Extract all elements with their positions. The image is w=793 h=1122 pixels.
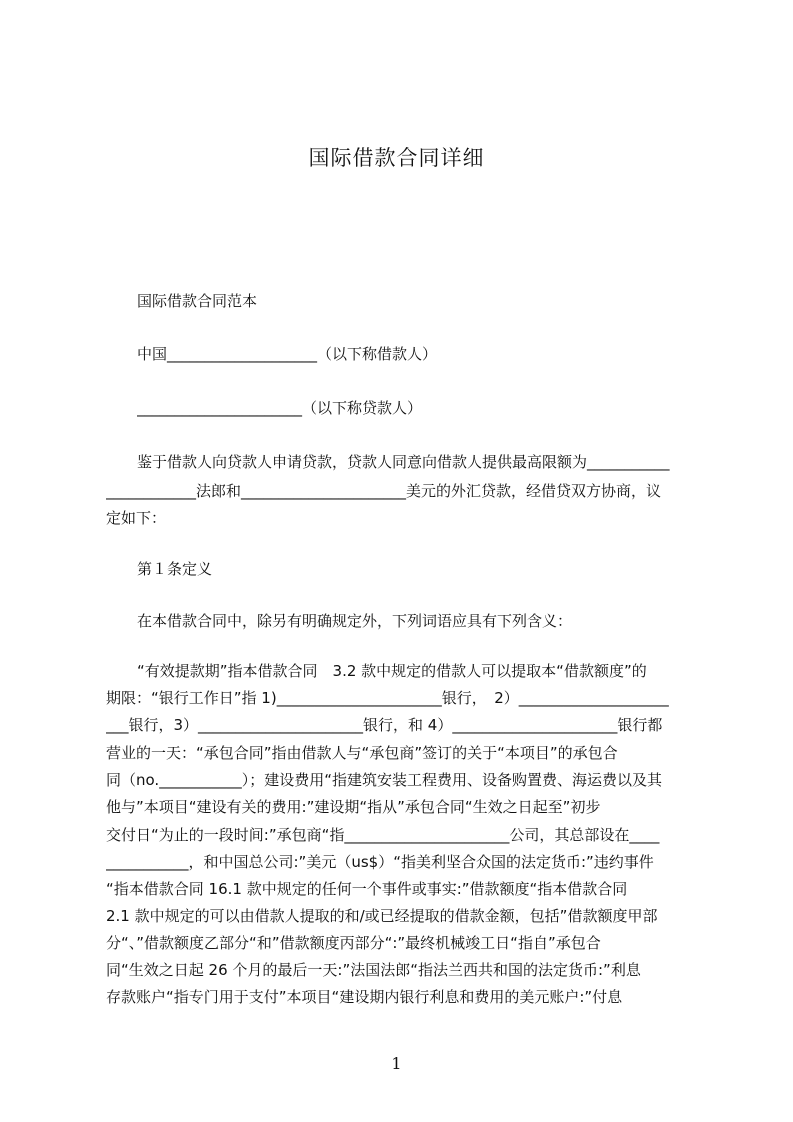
section-heading: 第１条定义	[137, 560, 213, 578]
paragraph-line: 鉴于借款人向贷款人申请贷款，贷款人同意向借款人提供最高限额为___________	[137, 453, 670, 471]
paragraph-line: 中国____________________（以下称借款人）	[137, 345, 438, 363]
paragraph-line: 定如下：	[106, 509, 167, 527]
paragraph-line: 在本借款合同中，除另有明确规定外，下列词语应具有下列含义：	[137, 612, 573, 630]
paragraph-line: 2.1 款中规定的可以由借款人提取的和/或已经提取的借款金额，包括”借款额度甲部	[106, 907, 658, 925]
page-number: 1	[391, 1054, 402, 1073]
paragraph-line: 同“生效之日起 26 个月的最后一天:”法国法郎“指法兰西共和国的法定货币:”利息	[106, 961, 641, 979]
paragraph-line: 期限：“银行工作日”指 1)______________________银行， 2）____________________	[106, 689, 669, 707]
paragraph-line: ___________，和中国总公司:”美元（us$）“指美利坚合众国的法定货币:”违约事件	[106, 853, 654, 871]
paragraph-line: 同（no.___________）；建设费用“指建筑安装工程费用、设备购置费、海运费以及其	[106, 771, 662, 789]
paragraph-line: ___银行，3）______________________银行，和 4）______________________银行都	[106, 716, 663, 734]
paragraph-line: 交付日“为止的一段时间:”承包商“指______________________公司，其总部设在____	[106, 826, 660, 844]
paragraph-line: 存款账户“指专门用于支付”本项目“建设期内银行利息和费用的美元账户:”付息	[106, 988, 623, 1006]
paragraph-line: ____________法郎和______________________美元的外汇贷款，经借贷双方协商，议	[106, 482, 662, 500]
paragraph-line: 他与”本项目“建设有关的费用:”建设期“指从”承包合同“生效之日起至”初步	[106, 798, 601, 816]
paragraph-line: ______________________（以下称贷款人）	[137, 399, 423, 417]
paragraph-line: 分“、”借款额度乙部分“和”借款额度丙部分“:”最终机械竣工日“指自”承包合	[106, 934, 601, 952]
paragraph-line: “有效提款期”指本借款合同 3.2 款中规定的借款人可以提取本“借款额度”的	[137, 662, 647, 680]
paragraph-line: 营业的一天：“承包合同”指由借款人与“承包商”签订的关于“本项目”的承包合	[106, 744, 618, 762]
document-title: 国际借款合同详细	[308, 146, 485, 170]
paragraph-line: “指本借款合同 16.1 款中规定的任何一个事件或事实:”借款额度“指本借款合同	[106, 880, 628, 898]
paragraph-line: 国际借款合同范本	[137, 292, 258, 310]
